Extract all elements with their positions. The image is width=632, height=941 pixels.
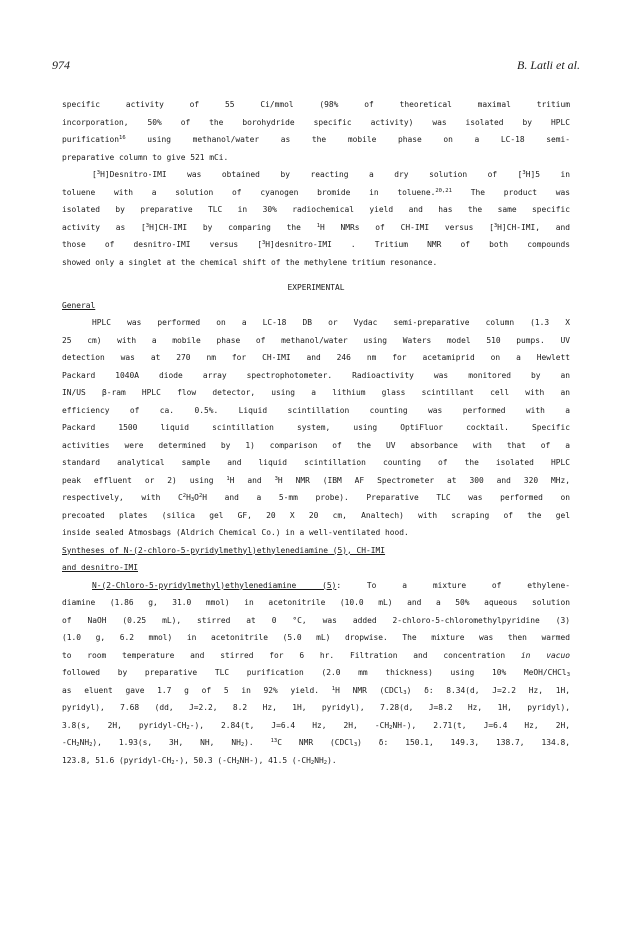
text-line: Packard 1040A diode array spectrophotometer. Radioactivity was monitored by an	[62, 370, 570, 380]
subsection-heading: Syntheses of N-(2-chloro-5-pyridylmethyl)ethylenediamine (5), CH-IMI	[62, 545, 386, 555]
text-line: pyridyl), 7.68 (dd, J=2.2, 8.2 Hz, 1H, pyridyl), 7.28(d, J=8.2 Hz, 1H, pyridyl),	[62, 703, 570, 712]
text-line: IN/US β-ram HPLC flow detector, using a lithium glass scintillant cell with an	[62, 388, 570, 397]
section-title: EXPERIMENTAL	[287, 283, 345, 292]
page-number: 974	[52, 58, 70, 72]
text-line: activities were determined by 1) comparison of the UV absorbance with that of a	[62, 440, 570, 450]
text-line: efficiency of ca. 0.5%. Liquid scintillation counting was performed with a	[62, 405, 570, 415]
paper-body	[62, 96, 570, 769]
text-line: respectively, with $C^2H_3O^2H$ and a 5-mm probe). Preparative TLC was performed on	[62, 493, 570, 503]
text-line: Packard 1500 liquid scintillation system, using OptiFluor cocktail. Specific	[62, 423, 570, 432]
text-line: purification$^{16}$ using methanol/water as the mobile phase on a LC-18 semi-	[62, 135, 570, 144]
text-line: $-CH_2NH_2$), 1.93(s, 3H, NH, $NH_2$). $^{13}$C NMR (CDCl$_3$) δ: 150.1, 149.3, 138.7, 134.8,	[62, 738, 570, 748]
text-line: standard analytical sample and liquid scintillation counting of the isolated HPLC	[62, 458, 570, 467]
subsection-heading: and desnitro-IMI	[62, 563, 139, 572]
text-line: diamine (1.86 g, 31.0 mmol) in acetonitrile (10.0 mL) and a 50% aqueous solution	[62, 598, 570, 607]
text-line: 25 cm) with a mobile phase of methanol/water using Waters model 510 pumps. UV	[62, 335, 570, 345]
subsection-heading: General	[62, 300, 96, 310]
text-line: peak effluent or 2) using $^1$H and $^3$H NMR (IBM AF Spectrometer at 300 and 320 MHz,	[62, 475, 570, 485]
text-line: 123.8, 51.6 $(pyridyl-CH_2-)$, 50.3 $(-CH_2NH-)$, 41.5 $(-CH_2NH_2)$.	[62, 755, 337, 766]
text-line: detection was at 270 nm for CH-IMI and 246 nm for acetamiprid on a Hewlett	[62, 353, 570, 362]
text-line: toluene with a solution of cyanogen bromide in toluene.$^{20,21}$ The product was	[62, 187, 570, 197]
text-line: as eluent gave 1.7 g of 5 in 92% yield. $^1$H NMR (CDCl$_3$) δ: 8.34(d, J=2.2 Hz, 1H,	[62, 685, 570, 696]
text-line: those of desnitro-IMI versus [$^3$H]desnitro-IMI . Tritium NMR of both compounds	[62, 240, 570, 249]
text-line: 3.8(s, 2H, pyridyl-$CH_2-$), 2.84(t, J=6.4 Hz, 2H, $-CH_2NH-$), 2.71(t, J=6.4 Hz, 2H,	[62, 720, 570, 731]
text-line: to room temperature and stirred for 6 hr. Filtration and concentration in vacuo	[62, 650, 570, 660]
text-line: HPLC was performed on a LC-18 DB or Vydac semi-preparative column (1.3 X	[92, 318, 570, 327]
text-line: isolated by preparative TLC in 30% radiochemical yield and has the same specific	[62, 205, 570, 214]
text-line: inside sealed Atmosbags (Aldrich Chemical Co.) in a well-ventilated hood.	[62, 528, 409, 537]
text-line: N-(2-Chloro-5-pyridylmethyl)ethylenediamine (5): To a mixture of ethylene-	[92, 580, 570, 590]
text-line: preparative column to give 521 mCi.	[62, 152, 229, 162]
text-line: (1.0 g, 6.2 mmol) in acetonitrile (5.0 mL) dropwise. The mixture was then warmed	[62, 633, 570, 642]
text-line: [$^3$H]Desnitro-IMI was obtained by reacting a dry solution of [$^3$H]5 in	[92, 170, 570, 179]
text-line: showed only a singlet at the chemical shift of the methylene tritium resonance.	[62, 257, 438, 267]
text-line: incorporation, 50% of the borohydride specific activity) was isolated by HPLC	[62, 117, 570, 127]
text-line: followed by preparative TLC purification (2.0 mm thickness) using 10% MeOH/CHCl$_3$	[62, 668, 570, 678]
text-line: activity as [$^3$H]CH-IMI by comparing the $^1$H NMRs of CH-IMI versus [$^3$H]CH-IMI, and	[62, 222, 570, 232]
text-line: of NaOH (0.25 mL), stirred at 0 °C, was added 2-chloro-5-chloromethylpyridine (3)	[62, 615, 570, 625]
text-line: precoated plates (silica gel GF, 20 X 20 cm, Analtech) with scraping of the gel	[62, 510, 570, 520]
text-line: specific activity of 55 Ci/mmol (98% of theoretical maximal tritium	[62, 100, 570, 109]
page-header	[52, 58, 580, 74]
running-head: B. Latli et al.	[517, 58, 580, 72]
